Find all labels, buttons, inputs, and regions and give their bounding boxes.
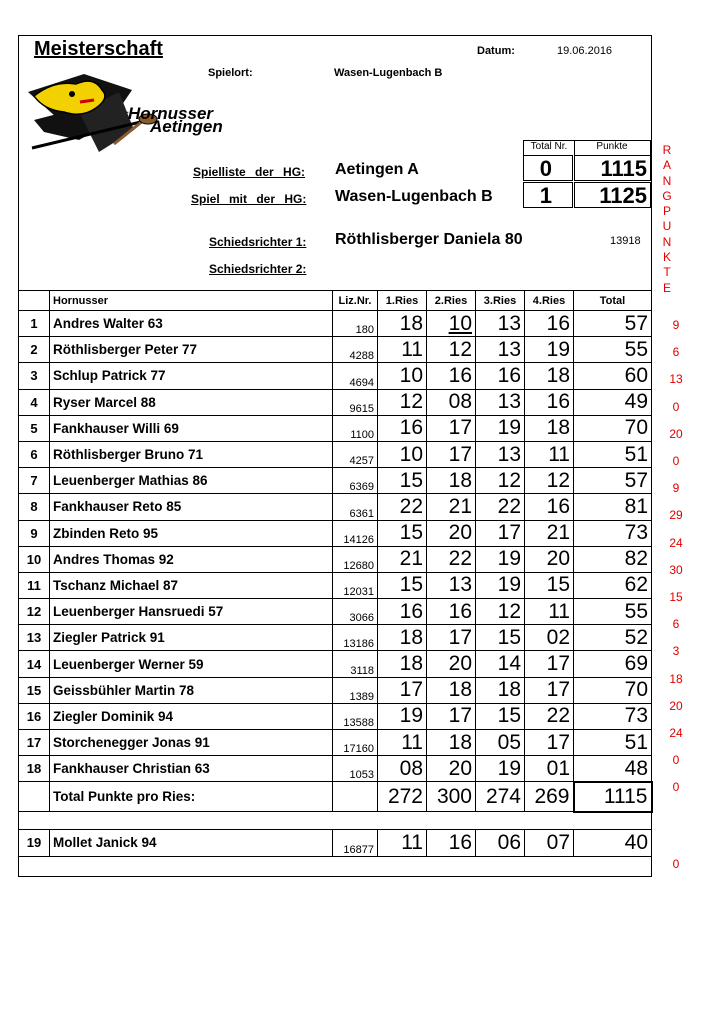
table-row — [19, 520, 652, 546]
rank-points: 30 — [669, 562, 683, 577]
cell-r3: 18 — [476, 677, 525, 703]
cell-liz: 1389 — [333, 677, 378, 703]
rank-points: 3 — [672, 644, 680, 659]
spiel-mit-nr: 1 — [523, 182, 573, 208]
rank-points: 0 — [672, 753, 680, 768]
table-row — [19, 363, 652, 389]
cell-liz: 14126 — [333, 520, 378, 546]
cell-r2: 17 — [427, 441, 476, 467]
sum-cell-r4: 269 — [525, 782, 574, 812]
cell-total: 55 — [574, 599, 652, 625]
cell-r2: 16 — [427, 363, 476, 389]
cell-liz: 13186 — [333, 625, 378, 651]
cell-total: 70 — [574, 677, 652, 703]
cell-r1: 16 — [378, 599, 427, 625]
schiri1-label: Schiedsrichter 1: — [209, 235, 307, 249]
cell-nr: 13 — [19, 625, 50, 651]
total-nr-header: Total Nr. — [523, 140, 575, 155]
cell-r4: 16 — [525, 494, 574, 520]
spacer-cell — [19, 812, 652, 830]
cell-r3: 12 — [476, 468, 525, 494]
cell-liz: 3066 — [333, 599, 378, 625]
table-row — [19, 730, 652, 756]
cell-nr: 17 — [19, 730, 50, 756]
cell-liz: 12031 — [333, 572, 378, 598]
datum-label: Datum: — [477, 45, 515, 57]
cell-r3: 12 — [476, 599, 525, 625]
cell-nr: 8 — [19, 494, 50, 520]
sum-cell-r1: 272 — [378, 782, 427, 812]
spielliste-punkte: 1115 — [574, 155, 651, 181]
cell-r1: 11 — [378, 730, 427, 756]
cell-r1: 10 — [378, 441, 427, 467]
rank-points: 6 — [672, 617, 680, 632]
rank-points: 0 — [672, 399, 680, 414]
cell-nr: 18 — [19, 756, 50, 782]
table-row — [19, 625, 652, 651]
cell-name: Geissbühler Martin 78 — [50, 677, 333, 703]
cell-r2: 17 — [427, 415, 476, 441]
page-title: Meisterschaft — [34, 38, 163, 60]
spielliste-label: Spielliste der HG: — [193, 165, 306, 179]
cell-r3: 15 — [476, 703, 525, 729]
cell-r1: 15 — [378, 520, 427, 546]
sum-cell-r2: 300 — [427, 782, 476, 812]
table-row — [19, 572, 652, 598]
cell-r4: 01 — [525, 756, 574, 782]
cell-name: Storchenegger Jonas 91 — [50, 730, 333, 756]
logo-text-1: Hornusser — [128, 104, 214, 123]
cell-liz: 4288 — [333, 337, 378, 363]
cell-r3: 19 — [476, 572, 525, 598]
cell-name: Fankhauser Reto 85 — [50, 494, 333, 520]
rank-points: 20 — [669, 698, 683, 713]
cell-r4: 12 — [525, 468, 574, 494]
cell-r2: 18 — [427, 677, 476, 703]
cell-r2: 13 — [427, 572, 476, 598]
rank-points: 9 — [672, 318, 680, 332]
rank-points: 0 — [672, 780, 680, 795]
cell-r1: 12 — [378, 389, 427, 415]
cell-r1: 19 — [378, 703, 427, 729]
cell-name: Schlup Patrick 77 — [50, 363, 333, 389]
table-row — [19, 468, 652, 494]
rank-points: 24 — [669, 726, 683, 740]
rank-points: 9 — [672, 481, 680, 496]
cell-r3: 16 — [476, 363, 525, 389]
cell-r3: 13 — [476, 337, 525, 363]
cell-total: 69 — [574, 651, 652, 677]
cell-total: 70 — [574, 415, 652, 441]
cell-name: Röthlisberger Peter 77 — [50, 337, 333, 363]
sum-cell-liz — [333, 782, 378, 812]
cell-r4: 02 — [525, 625, 574, 651]
cell-name: Ryser Marcel 88 — [50, 389, 333, 415]
cell-total: 62 — [574, 572, 652, 598]
cell-r2: 17 — [427, 703, 476, 729]
cell-r1: 15 — [378, 572, 427, 598]
cell-liz: 17160 — [333, 730, 378, 756]
spielort-value: Wasen-Lugenbach B — [334, 67, 443, 79]
cell-r3: 13 — [476, 389, 525, 415]
cell-nr: 19 — [19, 830, 50, 856]
spielort-label: Spielort: — [208, 67, 253, 79]
cell-name: Mollet Janick 94 — [50, 830, 333, 856]
cell-name: Andres Walter 63 — [50, 311, 333, 337]
cell-r1: 22 — [378, 494, 427, 520]
cell-r3: 06 — [476, 830, 525, 856]
cell-r2: 18 — [427, 730, 476, 756]
liz-header: Liz.Nr. — [333, 291, 378, 311]
score-table — [18, 290, 653, 857]
cell-r3: 05 — [476, 730, 525, 756]
datum-value: 19.06.2016 — [557, 45, 613, 57]
cell-nr: 10 — [19, 546, 50, 572]
cell-r3: 13 — [476, 311, 525, 337]
spiel-mit-label: Spiel mit der HG: — [191, 192, 307, 206]
cell-total: 55 — [574, 337, 652, 363]
cell-name: Ziegler Patrick 91 — [50, 625, 333, 651]
cell-r2: 16 — [427, 830, 476, 856]
cell-nr: 4 — [19, 389, 50, 415]
table-row — [19, 677, 652, 703]
cell-total: 73 — [574, 520, 652, 546]
rank-points: 6 — [672, 345, 680, 360]
cell-nr: 5 — [19, 415, 50, 441]
rank-points: 20 — [669, 426, 683, 441]
cell-total: 48 — [574, 756, 652, 782]
cell-total: 57 — [574, 311, 652, 337]
rank-points: 13 — [669, 372, 683, 387]
cell-name: Leuenberger Werner 59 — [50, 651, 333, 677]
spielliste-nr: 0 — [523, 155, 573, 181]
cell-liz: 13588 — [333, 703, 378, 729]
spiel-mit-punkte: 1125 — [574, 182, 651, 208]
cell-total: 73 — [574, 703, 652, 729]
cell-nr: 16 — [19, 703, 50, 729]
spacer-row — [19, 812, 652, 830]
rank-points: 24 — [669, 535, 683, 550]
cell-r3: 22 — [476, 494, 525, 520]
sum-cell-nr — [19, 782, 50, 812]
cell-total: 51 — [574, 441, 652, 467]
rank-points: 0 — [672, 454, 680, 468]
name-header: Hornusser — [50, 291, 333, 311]
cell-nr: 2 — [19, 337, 50, 363]
cell-r1: 08 — [378, 756, 427, 782]
cell-liz: 4694 — [333, 363, 378, 389]
sum-cell-name: Total Punkte pro Ries: — [50, 782, 333, 812]
ries2-header: 2.Ries — [427, 291, 476, 311]
cell-r1: 10 — [378, 363, 427, 389]
cell-liz: 6369 — [333, 468, 378, 494]
cell-liz: 9615 — [333, 389, 378, 415]
cell-r4: 21 — [525, 520, 574, 546]
table-row — [19, 599, 652, 625]
spielliste-team: Aetingen A — [335, 161, 419, 178]
cell-liz: 12680 — [333, 546, 378, 572]
cell-r4: 17 — [525, 677, 574, 703]
cell-nr: 1 — [19, 311, 50, 337]
rank-points-extra: 0 — [672, 857, 680, 871]
punkte-header: Punkte — [574, 140, 651, 155]
cell-r4: 19 — [525, 337, 574, 363]
cell-liz: 3118 — [333, 651, 378, 677]
cell-r4: 16 — [525, 311, 574, 337]
cell-total: 51 — [574, 730, 652, 756]
cell-r3: 17 — [476, 520, 525, 546]
cell-r3: 19 — [476, 756, 525, 782]
table-row — [19, 830, 652, 856]
cell-nr: 7 — [19, 468, 50, 494]
cell-r1: 18 — [378, 625, 427, 651]
cell-name: Röthlisberger Bruno 71 — [50, 441, 333, 467]
cell-name: Zbinden Reto 95 — [50, 520, 333, 546]
cell-r2: 22 — [427, 546, 476, 572]
cell-total: 81 — [574, 494, 652, 520]
cell-nr: 11 — [19, 572, 50, 598]
cell-r2: 08 — [427, 389, 476, 415]
cell-total: 49 — [574, 389, 652, 415]
cell-total: 40 — [574, 830, 652, 856]
cell-r2: 12 — [427, 337, 476, 363]
rank-points: 15 — [669, 590, 683, 604]
cell-r4: 17 — [525, 651, 574, 677]
cell-nr: 9 — [19, 520, 50, 546]
table-row — [19, 494, 652, 520]
cell-name: Leuenberger Mathias 86 — [50, 468, 333, 494]
cell-total: 52 — [574, 625, 652, 651]
table-row — [19, 337, 652, 363]
table-row — [19, 441, 652, 467]
cell-r4: 15 — [525, 572, 574, 598]
cell-total: 82 — [574, 546, 652, 572]
cell-r2: 17 — [427, 625, 476, 651]
nr-header — [19, 291, 50, 311]
cell-nr: 14 — [19, 651, 50, 677]
sum-cell-r3: 274 — [476, 782, 525, 812]
cell-total: 60 — [574, 363, 652, 389]
table-row — [19, 756, 652, 782]
cell-r4: 11 — [525, 599, 574, 625]
cell-r4: 22 — [525, 703, 574, 729]
table-header-row — [19, 291, 652, 311]
cell-r4: 18 — [525, 415, 574, 441]
ries4-header: 4.Ries — [525, 291, 574, 311]
cell-r4: 11 — [525, 441, 574, 467]
table-row — [19, 311, 652, 337]
cell-r2: 20 — [427, 651, 476, 677]
cell-nr: 12 — [19, 599, 50, 625]
cell-liz: 1100 — [333, 415, 378, 441]
total-header: Total — [574, 291, 652, 311]
cell-liz: 4257 — [333, 441, 378, 467]
cell-r2: 18 — [427, 468, 476, 494]
cell-liz: 1053 — [333, 756, 378, 782]
cell-total: 57 — [574, 468, 652, 494]
cell-liz: 180 — [333, 311, 378, 337]
cell-r3: 19 — [476, 415, 525, 441]
cell-name: Fankhauser Christian 63 — [50, 756, 333, 782]
cell-r2: 20 — [427, 520, 476, 546]
cell-name: Tschanz Michael 87 — [50, 572, 333, 598]
cell-r4: 16 — [525, 389, 574, 415]
cell-nr: 3 — [19, 363, 50, 389]
cell-r3: 15 — [476, 625, 525, 651]
ries3-header: 3.Ries — [476, 291, 525, 311]
ries1-header: 1.Ries — [378, 291, 427, 311]
cell-r2: 21 — [427, 494, 476, 520]
cell-name: Ziegler Dominik 94 — [50, 703, 333, 729]
cell-r1: 11 — [378, 337, 427, 363]
table-row — [19, 389, 652, 415]
summary-box — [523, 140, 651, 210]
cell-name: Leuenberger Hansruedi 57 — [50, 599, 333, 625]
cell-r1: 18 — [378, 651, 427, 677]
table-row — [19, 415, 652, 441]
cell-liz: 6361 — [333, 494, 378, 520]
cell-nr: 15 — [19, 677, 50, 703]
cell-r2: 10 — [427, 311, 476, 337]
table-row — [19, 703, 652, 729]
cell-r1: 18 — [378, 311, 427, 337]
cell-r3: 13 — [476, 441, 525, 467]
cell-r4: 17 — [525, 730, 574, 756]
cell-r1: 16 — [378, 415, 427, 441]
sum-cell-total: 1115 — [574, 782, 652, 812]
rangpunkte-text: RANGPUNKTE — [662, 143, 672, 295]
schiri1-liz: 13918 — [610, 235, 641, 247]
cell-r1: 11 — [378, 830, 427, 856]
cell-r1: 15 — [378, 468, 427, 494]
cell-r1: 21 — [378, 546, 427, 572]
cell-r4: 20 — [525, 546, 574, 572]
cell-r4: 07 — [525, 830, 574, 856]
logo-text-2: Aetingen — [150, 117, 223, 136]
cell-r4: 18 — [525, 363, 574, 389]
table-row — [19, 546, 652, 572]
cell-r3: 14 — [476, 651, 525, 677]
cell-r2: 20 — [427, 756, 476, 782]
cell-nr: 6 — [19, 441, 50, 467]
sum-row — [19, 782, 652, 812]
spiel-mit-team: Wasen-Lugenbach B — [335, 188, 493, 205]
schiri2-label: Schiedsrichter 2: — [209, 262, 307, 276]
rank-points: 18 — [669, 671, 683, 686]
rangpunkte-label — [660, 143, 674, 296]
cell-r2: 16 — [427, 599, 476, 625]
cell-r1: 17 — [378, 677, 427, 703]
table-row — [19, 651, 652, 677]
cell-r3: 19 — [476, 546, 525, 572]
rank-points: 29 — [669, 508, 683, 523]
cell-liz: 16877 — [333, 830, 378, 856]
schiri1-name: Röthlisberger Daniela 80 — [335, 231, 523, 248]
cell-name: Andres Thomas 92 — [50, 546, 333, 572]
cell-name: Fankhauser Willi 69 — [50, 415, 333, 441]
